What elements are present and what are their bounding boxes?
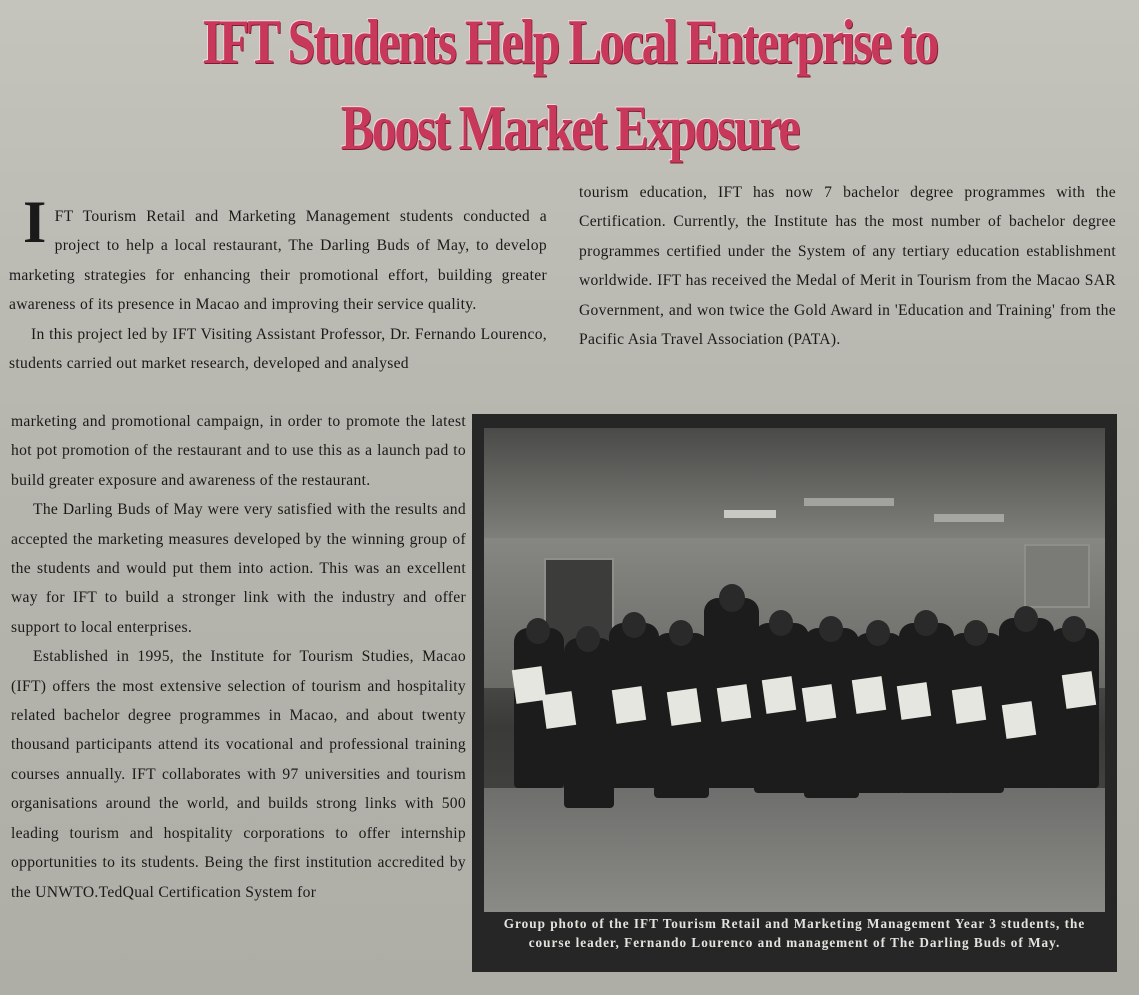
head: [964, 620, 988, 646]
certificate: [897, 682, 931, 720]
head: [866, 620, 890, 646]
headline-line-2: Boost Market Exposure: [340, 92, 799, 163]
article-column-left-narrow: [11, 407, 466, 907]
paragraph-1: [9, 189, 547, 320]
certificate: [852, 676, 886, 714]
person: [1049, 628, 1099, 788]
paragraph-3: The Darling Buds of May were very satisfied with the results and accepted the marketing measures developed by the winning group of the students and would put them into action. This was an excellent way for IFT to build a stronger link with the industry and offer support to local enterprises.: [11, 501, 466, 636]
head: [1062, 616, 1086, 642]
headline-line-1: IFT Students Help Local Enterprise to: [202, 6, 937, 77]
drop-cap: I: [23, 189, 47, 255]
certificate: [1062, 671, 1096, 709]
certificate: [512, 666, 546, 704]
certificate: [952, 686, 986, 724]
head: [769, 610, 793, 636]
head: [1014, 606, 1038, 632]
head: [622, 612, 646, 638]
paragraph-2-wide: In this project led by IFT Visiting Assistant Professor, Dr. Fernando Lourenco, students carried out market research, developed and analysed: [9, 325, 547, 373]
head: [669, 620, 693, 646]
paragraph-1-lead: FT Tourism Retail and Marketing Management students conducted: [54, 208, 530, 225]
certificate: [802, 684, 836, 722]
head: [819, 616, 843, 642]
photo-caption: Group photo of the IFT Tourism Retail and Marketing Management Year 3 students, the course leader, Fernando Lourenco and management of The Darling Buds of May.: [503, 916, 1086, 950]
certificate: [667, 688, 701, 726]
head: [719, 584, 745, 612]
ceiling-vent: [934, 514, 1004, 522]
ceiling-vent: [804, 498, 894, 506]
head: [576, 626, 600, 652]
paragraph-4: Established in 1995, the Institute for Tourism Studies, Macao (IFT) offers the most extensive selection of tourism and hospitality related bachelor degree programmes in Macao, and about twenty thousand participants attend its vocational and professional training courses annually. IFT collaborates with 97 universities and tourism organisations around the world, and builds strong links with 500 leading tourism and hospitality corporations to offer internship opportunities to its students. Being the first institution accredited by the UNWTO.TedQual Certification System for: [11, 648, 466, 901]
certificate: [612, 686, 646, 724]
article-column-left-top: [9, 189, 547, 378]
head: [526, 618, 550, 644]
head: [914, 610, 938, 636]
paragraph-2-narrow: marketing and promotional campaign, in order to promote the latest hot pot promotion of the restaurant and to use this as a launch pad to build greater exposure and awareness of the restaurant.: [11, 413, 466, 489]
photo-ceiling: [484, 428, 1105, 538]
certificate: [1002, 701, 1036, 739]
group-of-students: [504, 578, 1104, 808]
article-column-right: [579, 178, 1116, 354]
certificate: [542, 691, 576, 729]
ceiling-light: [724, 510, 776, 518]
photo-frame: [472, 414, 1117, 972]
paragraph-1-rest: a project to help a local restaurant, The Darling Buds of May, to develop marketing strategies for enhancing their promotional effort, building greater awareness of its presence in Macao and improving their service quality.: [9, 208, 547, 314]
certificate: [717, 684, 751, 722]
group-photo: [484, 428, 1105, 912]
certificate: [762, 676, 796, 714]
paragraph-4-continued: tourism education, IFT has now 7 bachelor degree programmes with the Certification. Currently, the Institute has the most number of bachelor degree programmes certified under the System of any tertiary education establishment worldwide. IFT has received the Medal of Merit in Tourism from the Macao SAR Government, and won twice the Gold Award in 'Education and Training' from the Pacific Asia Travel Association (PATA).: [579, 184, 1116, 349]
